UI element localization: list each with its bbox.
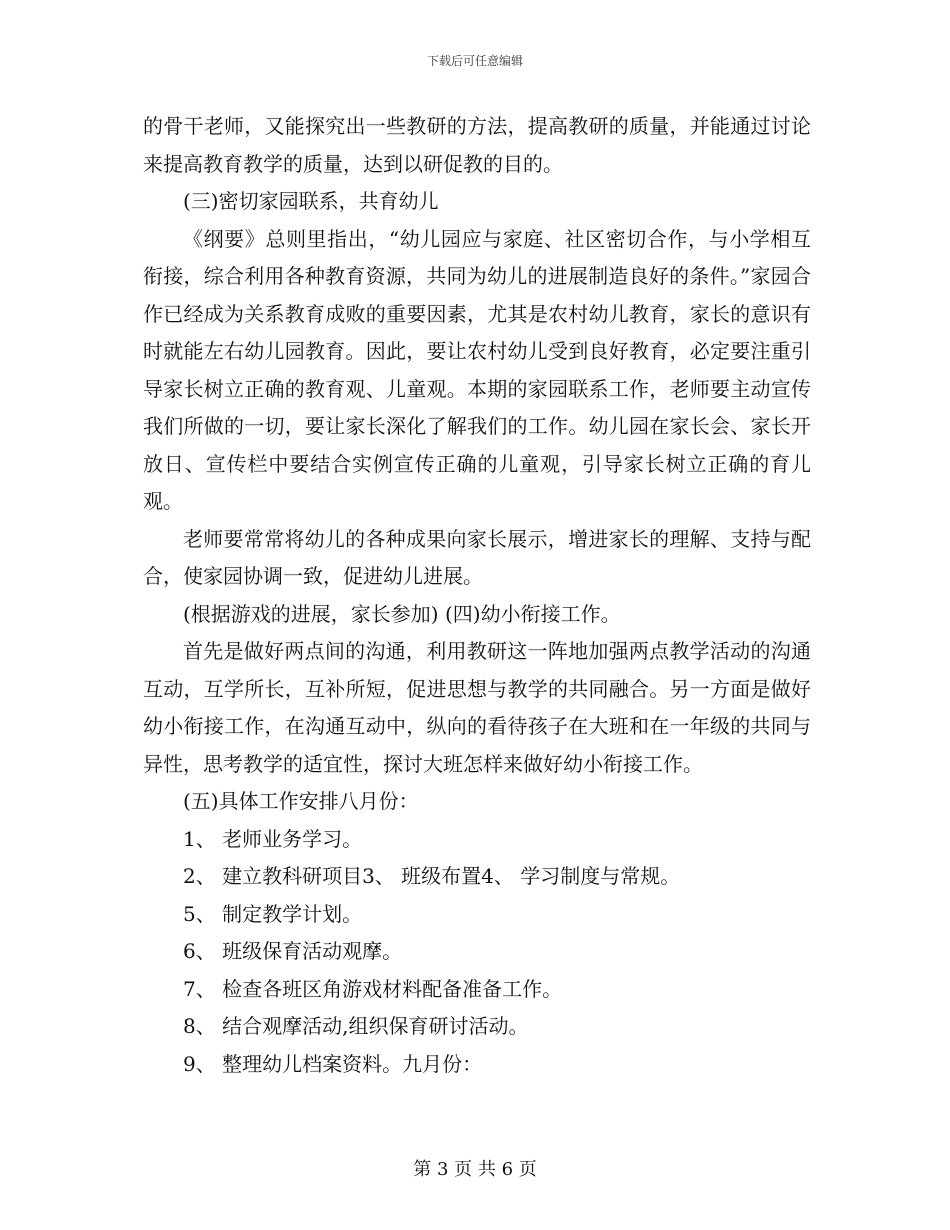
paragraph-continuation: 的骨干老师，又能探究出一些教研的方法，提高教研的质量，并能通过讨论来提高教育教学的质量，达到以研促教的目的。 [143, 114, 811, 176]
list-item: 2、 建立教科研项目3、 班级布置4、 学习制度与常规。 [183, 864, 681, 888]
section-heading-5: (五)具体工作安排八月份： [183, 789, 419, 813]
list-item: 5、 制定教学计划。 [183, 901, 363, 926]
document-body [143, 108, 811, 1083]
list-item: 1、 老师业务学习。 [183, 826, 363, 851]
list-item: 6、 班级保育活动观摩。 [183, 939, 403, 963]
paragraph-teacher: 老师要常常将幼儿的各种成果向家长展示，增进家长的理解、支持与配合，使家园协调一致，促进幼儿进展。 [143, 526, 811, 588]
list-item: 7、 检查各班区角游戏材料配备准备工作。 [183, 976, 563, 1001]
list-item: 8、 结合观摩活动,组织保育研讨活动。 [183, 1014, 529, 1038]
paragraph-guideline: 《纲要》总则里指出，“幼儿园应与家庭、社区密切合作，与小学相互衔接，综合利用各种教育资源，共同为幼儿的进展制造良好的条件。”家园合作已经成为关系教育成败的重要因素，尤其是农村幼儿教育，家长的意识有时就能左右幼儿园教育。因此，要让农村幼儿受到良好教育，必定要注重引导家长树立正确的教育观、儿童观。本期的家园联系工作，老师要主动宣传我们所做的一切，要让家长深化了解我们的工作。幼儿园在家长会、家长开放日、宣传栏中要结合实例宣传正确的儿童观，引导家长树立正确的育儿观。 [143, 226, 811, 513]
page-header: 下载后可任意编辑 [426, 54, 523, 68]
section-heading-4: (根据游戏的进展，家长参加) (四)幼小衔接工作。 [183, 601, 621, 626]
section-heading-3: (三)密切家园联系，共育幼儿 [183, 189, 439, 213]
page-footer: 第 3 页 共 6 页 [413, 1159, 537, 1180]
list-item: 9、 整理幼儿档案资料。九月份： [183, 1051, 483, 1076]
paragraph-transition: 首先是做好两点间的沟通，利用教研这一阵地加强两点教学活动的沟通互动，互学所长，互补所短，促进思想与教学的共同融合。另一方面是做好幼小衔接工作，在沟通互动中，纵向的看待孩子在大班和在一年级的共同与异性，思考教学的适宜性，探讨大班怎样来做好幼小衔接工作。 [143, 639, 811, 776]
